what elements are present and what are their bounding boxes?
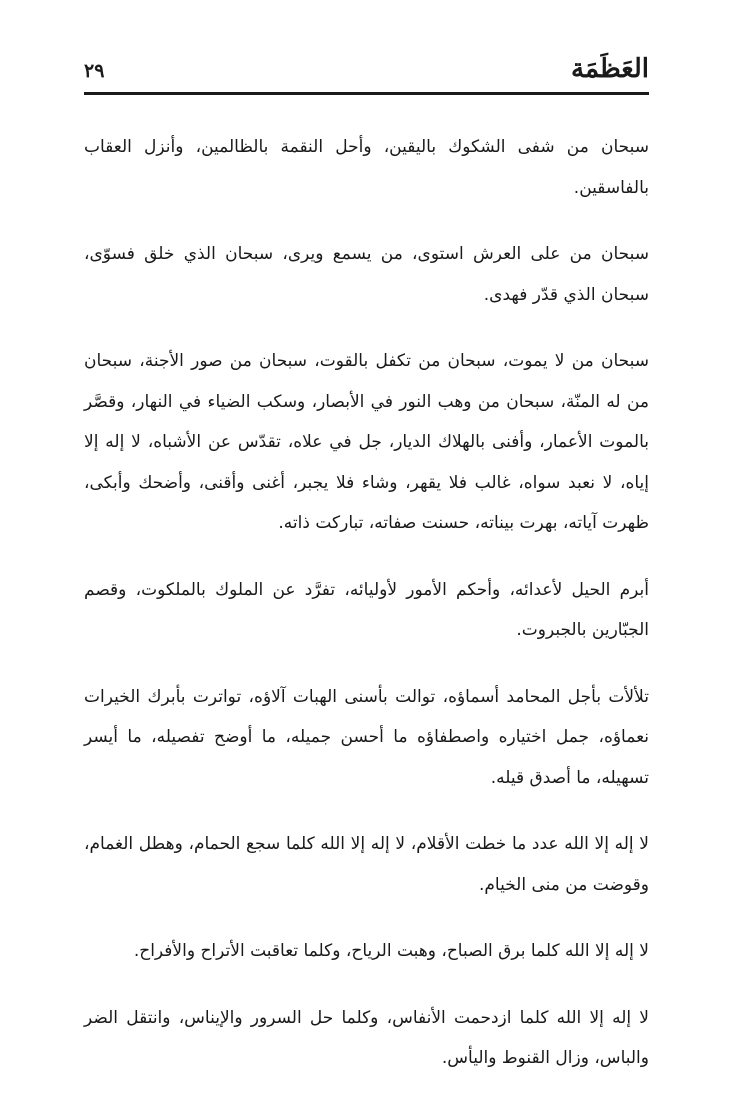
page-number: ٢٩ (84, 60, 105, 82)
page-header (84, 52, 649, 92)
paragraph: تلألأت بأجل المحامد أسماؤه، توالت بأسنى الهبات آلاؤه، تواترت بأبرك الخيرات نعماؤه، جمل اختياره واصطفاؤه ما أحسن جميله، ما أوضح تفصيله، ما أيسر تسهيله، ما أصدق قيله. (84, 686, 649, 788)
paragraph: لا إله إلا الله كلما ازدحمت الأنفاس، وكلما حل السرور والإيناس، وانتقل الضر والباس، وزال القنوط واليأس. (84, 1007, 649, 1068)
paragraph: لا إله إلا الله كلما برق الصباح، وهبت الرياح، وكلما تعاقبت الأتراح والأفراح. (133, 941, 649, 961)
paragraph: لا إله إلا الله عدد ما خطت الأقلام، لا إله إلا الله كلما سجع الحمام، وهطل الغمام، وقوضت من منى الخيام. (84, 834, 649, 895)
page-body (84, 127, 649, 1105)
paragraph: سبحان من على العرش استوى، من يسمع ويرى، سبحان الذي خلق فسوّى، سبحان الذي قدّر فهدى. (84, 244, 649, 305)
paragraph: سبحان من شفى الشكوك باليقين، وأحل النقمة بالظالمين، وأنزل العقاب بالفاسقين. (84, 137, 649, 198)
header-rule (84, 92, 649, 95)
paragraph: أبرم الحيل لأعدائه، وأحكم الأمور لأوليائه، تفرَّد عن الملوك بالملكوت، وقصم الجبّارين بالجبروت. (84, 579, 649, 640)
running-title: العَظَمَة (571, 54, 649, 84)
paragraph: سبحان من لا يموت، سبحان من تكفل بالقوت، سبحان من صور الأجنة، سبحان من له المنّة، سبحان من وهب النور في الأبصار، وسكب الضياء في النهار، وقصَّر بالموت الأعمار، وأفنى بالهلاك الديار، جل في علاه، تقدّس عن الأشباه، لا إله إلا إياه، لا نعبد سواه، غالب فلا يقهر، وشاء فلا يجبر، أغنى وأقنى، وأضحك وأبكى، ظهرت آياته، بهرت بيناته، حسنت صفاته، تباركت ذاته. (84, 351, 649, 533)
